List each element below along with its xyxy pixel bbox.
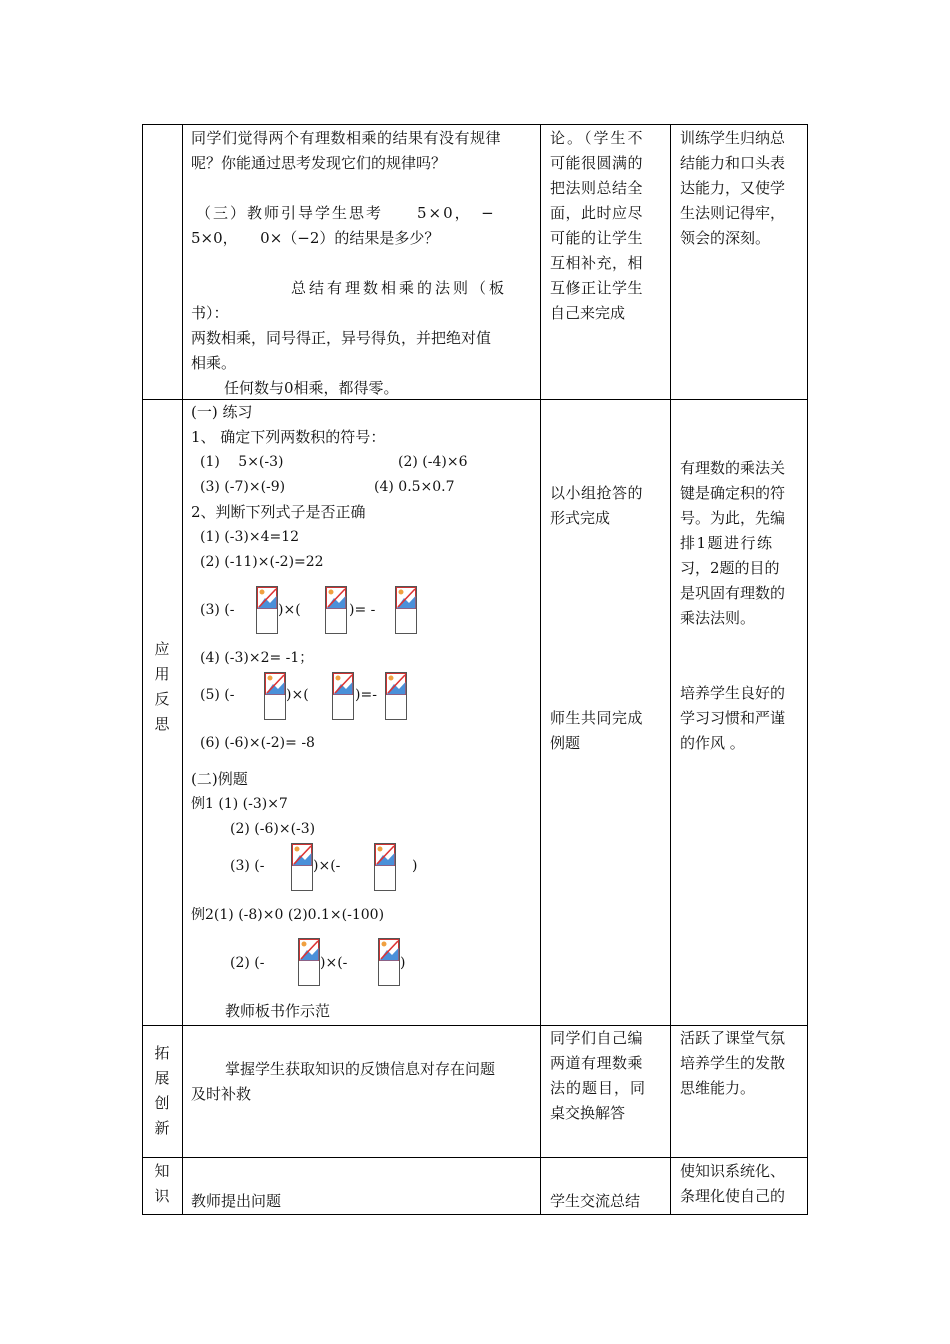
row4-section-label — [152, 1159, 172, 1209]
broken-image-icon — [265, 673, 285, 695]
text-line: 达能力，又使学 — [680, 179, 786, 197]
label-char: 拓 — [154, 1044, 170, 1062]
exercise-item: )=- — [355, 687, 377, 703]
fraction-image-placeholder — [332, 672, 354, 720]
table-border-bottom — [142, 1214, 807, 1215]
text-line: 领会的深刻。 — [680, 229, 771, 247]
exercise-item: )×( — [286, 687, 309, 703]
text-line: 排1题进行练 — [680, 534, 774, 552]
text-line: 师生共同完成 — [550, 709, 644, 727]
example-item: ) — [400, 955, 406, 971]
text-line: 以小组抢答的 — [550, 484, 644, 502]
fraction-image-placeholder — [325, 586, 347, 634]
label-char: 新 — [154, 1119, 170, 1137]
table-border-right — [807, 124, 808, 1215]
label-char: 思 — [154, 715, 170, 733]
example-item: (2) (-6)×(-3) — [230, 821, 316, 837]
example-item: 例2(1) (-8)×0 (2)0.1×(-100) — [191, 907, 385, 923]
label-char: 展 — [154, 1069, 170, 1087]
row1-text-line: 呢？你能通过思考发现它们的规律吗？ — [191, 154, 447, 172]
row3-section-label — [152, 1041, 172, 1141]
broken-image-icon — [333, 673, 353, 695]
exercise-item: (1) (-3)×4=12 — [200, 529, 300, 545]
fraction-image-placeholder — [395, 586, 417, 634]
broken-image-icon — [379, 939, 399, 961]
table-border-left — [142, 124, 143, 1215]
text-line: 活跃了课堂气氛 — [680, 1029, 786, 1047]
text-line: 训练学生归纳总 — [680, 129, 786, 147]
text-line: 培养学生的发散 — [680, 1054, 786, 1072]
text-line: 的作风 。 — [680, 734, 745, 752]
practice-heading: (一) 练习 — [191, 403, 253, 421]
text-line: 自己来完成 — [550, 304, 626, 322]
exercise-item: (4) 0.5×0.7 — [374, 479, 455, 495]
broken-image-icon — [292, 844, 312, 866]
exercise-item: (5) (- — [200, 687, 235, 703]
text-line: 生法则记得牢， — [680, 204, 786, 222]
label-char: 创 — [154, 1094, 170, 1112]
text-line: 可能的让学生 — [550, 229, 644, 247]
teacher-demo-note: 教师板书作示范 — [225, 1002, 331, 1020]
text-line: 桌交换解答 — [550, 1104, 626, 1122]
text-line: 条理化使自己的 — [680, 1187, 786, 1205]
examples-heading: (二)例题 — [191, 770, 248, 788]
row1-text-line: 总结有理数相乘的法则（板 — [291, 279, 508, 297]
text-line: 法的题目，同 — [550, 1079, 647, 1097]
table-border-top — [142, 124, 807, 125]
exercise-item: (3) (-7)×(-9) — [200, 479, 286, 495]
column-divider — [540, 124, 541, 1215]
row3-text-line: 掌握学生获取知识的反馈信息对存在问题 — [225, 1060, 496, 1078]
example-item: )×(- — [313, 858, 341, 874]
text-line: 例题 — [550, 734, 581, 752]
row3-text-line: 及时补救 — [191, 1085, 252, 1103]
exercise-item: (2) (-11)×(-2)=22 — [200, 554, 324, 570]
rule-text: 相乘。 — [191, 354, 237, 372]
row1-text-line: 书）： — [191, 304, 229, 322]
text-line: 号。为此，先编 — [680, 509, 786, 527]
text-line: 可能很圆满的 — [550, 154, 644, 172]
exercise-item: (3) (- — [200, 602, 235, 618]
broken-image-icon — [375, 844, 395, 866]
row1-text-line: 5×0， 0×（−2）的结果是多少？ — [191, 229, 440, 247]
text-line: 同学们自己编 — [550, 1029, 644, 1047]
fraction-image-placeholder — [291, 843, 313, 891]
column-divider — [670, 124, 671, 1215]
label-char: 识 — [154, 1187, 170, 1205]
fraction-image-placeholder — [256, 586, 278, 634]
row1-text-line: 同学们觉得两个有理数相乘的结果有没有规律 — [191, 129, 502, 147]
example-item: ) — [412, 858, 418, 874]
text-line: 形式完成 — [550, 509, 611, 527]
text-line: 键是确定积的符 — [680, 484, 786, 502]
text-line: 使知识系统化、 — [680, 1162, 786, 1180]
text-line: 是巩固有理数的 — [680, 584, 786, 602]
example-item: 例1 (1) (-3)×7 — [191, 796, 288, 812]
text-line: 互相补充，相 — [550, 254, 644, 272]
broken-image-icon — [326, 587, 346, 609]
fraction-image-placeholder — [374, 843, 396, 891]
example-item: (3) (- — [230, 858, 265, 874]
text-line: 互修正让学生 — [550, 279, 644, 297]
text-line: 结能力和口头表 — [680, 154, 786, 172]
exercise-item: (4) (-3)×2= -1； — [200, 650, 314, 666]
label-char: 用 — [154, 665, 170, 683]
exercise-item: )×( — [278, 602, 301, 618]
rule-text: 任何数与0相乘，都得零。 — [224, 379, 399, 397]
text-line: 论。（学生不 — [550, 129, 645, 147]
text-line: 思维能力。 — [680, 1079, 756, 1097]
broken-image-icon — [299, 939, 319, 961]
example-item: )×(- — [320, 955, 348, 971]
label-char: 反 — [154, 690, 170, 708]
exercise-item: )= - — [349, 602, 376, 618]
text-line: 两道有理数乘 — [550, 1054, 644, 1072]
text-line: 学习习惯和严谨 — [680, 709, 786, 727]
broken-image-icon — [396, 587, 416, 609]
fraction-image-placeholder — [264, 672, 286, 720]
fraction-image-placeholder — [298, 938, 320, 986]
broken-image-icon — [386, 673, 406, 695]
text-line: 有理数的乘法关 — [680, 459, 786, 477]
text-line: 习，2题的目的 — [680, 559, 780, 577]
broken-image-icon — [257, 587, 277, 609]
exercise-2-title: 2、判断下列式子是否正确 — [191, 503, 366, 521]
row4-student-activity: 学生交流总结 — [550, 1192, 641, 1210]
text-line: 乘法法则。 — [680, 609, 756, 627]
row2-section-label — [152, 637, 172, 737]
fraction-image-placeholder — [385, 672, 407, 720]
label-char: 应 — [154, 640, 170, 658]
rule-text: 两数相乘，同号得正，异号得负，并把绝对值 — [191, 329, 492, 347]
row1-text-line: （三）教师引导学生思考 5×0， − — [196, 204, 496, 222]
text-line: 培养学生良好的 — [680, 684, 786, 702]
label-char: 知 — [154, 1162, 170, 1180]
exercise-item: (2) (-4)×6 — [398, 454, 468, 470]
exercise-item: (1) 5×(-3) — [200, 454, 284, 470]
text-line: 面，此时应尽 — [550, 204, 644, 222]
example-item: (2) (- — [230, 955, 265, 971]
exercise-1-title: 1、 确定下列两数积的符号： — [191, 428, 386, 446]
text-line: 把法则总结全 — [550, 179, 644, 197]
row-divider — [142, 1157, 807, 1158]
fraction-image-placeholder — [378, 938, 400, 986]
row4-teacher-activity: 教师提出问题 — [191, 1192, 282, 1210]
column-divider — [182, 124, 183, 1215]
exercise-item: (6) (-6)×(-2)= -8 — [200, 735, 315, 751]
